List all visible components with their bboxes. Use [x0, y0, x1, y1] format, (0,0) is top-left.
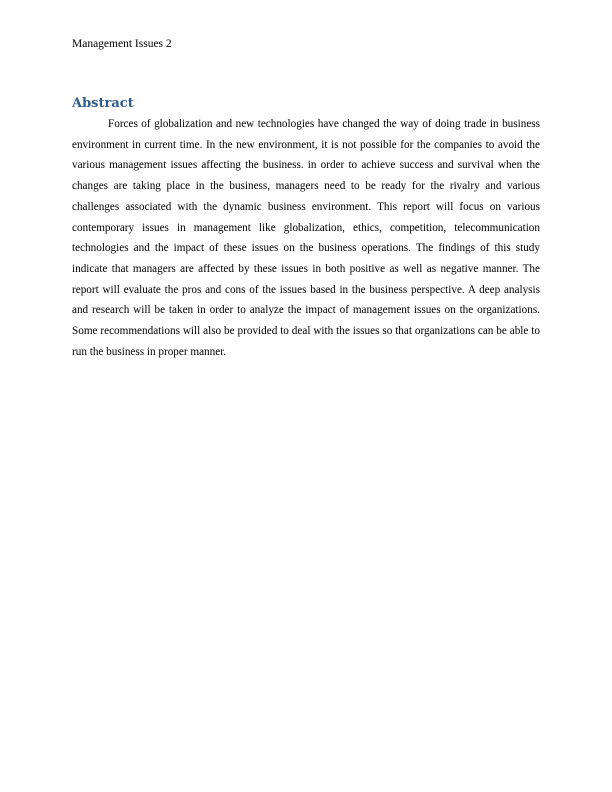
abstract-paragraph: Forces of globalization and new technologies have changed the way of doing trade in business environment in current time. In the new environment, it is not possible for the companies to avoid the various management issues affecting the business. in order to achieve success and survival when the changes are taking place in the business, managers need to be ready for the rivalry and various challenges associated with the dynamic business environment. This report will focus on various contemporary issues in management like globalization, ethics, competition, telecommunication technologies and the impact of these issues on the business operations. The findings of this study indicate that managers are affected by these issues in both positive as well as negative manner. The report will evaluate the pros and cons of the issues based in the business perspective. A deep analysis and research will be taken in order to analyze the impact of management issues on the organizations. Some recommendations will also be provided to deal with the issues so that organizations can be able to run the business in proper manner.	[72, 118, 540, 358]
running-header: Management Issues 2	[72, 38, 172, 50]
abstract-heading: Abstract	[72, 96, 134, 111]
